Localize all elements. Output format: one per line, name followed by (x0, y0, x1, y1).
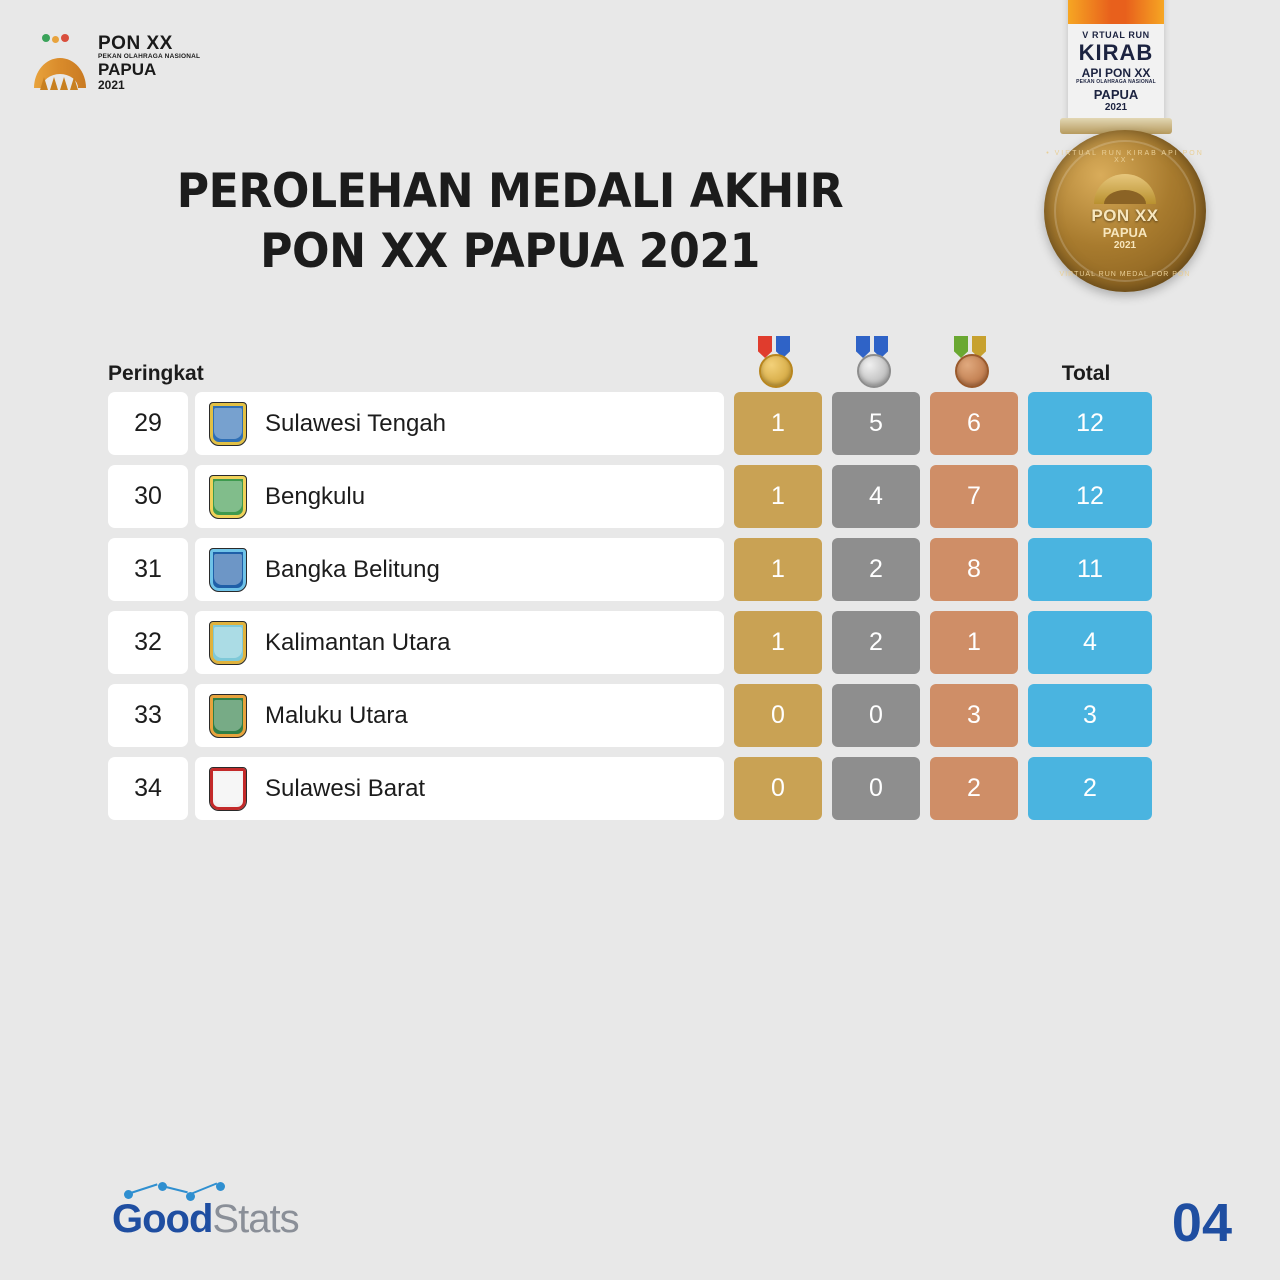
silver-count-cell: 2 (832, 611, 920, 674)
silver-count-cell: 0 (832, 684, 920, 747)
ribbon-kirab-text: KIRAB (1078, 40, 1154, 65)
goodstats-logo (112, 1197, 299, 1242)
silver-count-cell: 2 (832, 538, 920, 601)
rank-cell: 30 (108, 465, 188, 528)
table-body (108, 392, 1168, 820)
region-crest-icon (209, 548, 247, 592)
region-cell (195, 392, 724, 455)
bronze-count-cell: 6 (930, 392, 1018, 455)
region-crest-icon (209, 621, 247, 665)
region-name: Bangka Belitung (265, 555, 440, 583)
region-name: Kalimantan Utara (265, 628, 451, 656)
rank-cell: 29 (108, 392, 188, 455)
pon-logo-line2: PEKAN OLAHRAGA NASIONAL (98, 53, 201, 61)
region-cell (195, 465, 724, 528)
bronze-count-cell: 8 (930, 538, 1018, 601)
silver-column-header (828, 336, 916, 392)
region-cell (195, 611, 724, 674)
table-row (108, 684, 1168, 747)
ribbon-stripe (1068, 0, 1164, 24)
silver-count-cell: 0 (832, 757, 920, 820)
region-name: Sulawesi Barat (265, 774, 426, 802)
page-title-line1: PEROLEHAN MEDALI AKHIR (176, 164, 844, 219)
medal-disc (1044, 130, 1206, 292)
goodstats-logo-good: Good (112, 1197, 213, 1241)
medal-disc-line1: PON XX (1091, 206, 1159, 225)
gold-count-cell: 1 (734, 538, 822, 601)
region-crest-icon (209, 475, 247, 519)
table-row (108, 465, 1168, 528)
medal-disc-line2: PAPUA (1102, 225, 1148, 240)
medal-table (108, 330, 1168, 830)
gold-count-cell: 1 (734, 465, 822, 528)
medal-disc-bottom-arc-text: VIRTUAL RUN MEDAL FOR PON (1059, 271, 1191, 278)
ribbon-year-text: 2021 (1104, 102, 1128, 113)
ribbon-papua-text: PAPUA (1093, 87, 1139, 102)
total-count-cell: 12 (1028, 465, 1152, 528)
bronze-count-cell: 1 (930, 611, 1018, 674)
region-cell (195, 538, 724, 601)
total-column-header: Total (1061, 362, 1111, 385)
region-crest-icon (209, 402, 247, 446)
region-crest-icon (209, 767, 247, 811)
pon-logo-line4: 2021 (98, 78, 125, 92)
pon-logo-line1: PON XX (98, 33, 173, 55)
medal-ribbon (1068, 0, 1164, 125)
region-name: Maluku Utara (265, 701, 408, 729)
pon-logo (32, 34, 200, 92)
table-row (108, 757, 1168, 820)
region-cell (195, 757, 724, 820)
region-cell (195, 684, 724, 747)
pon-logo-text (98, 34, 200, 91)
bronze-column-header (926, 336, 1014, 392)
page-title (31, 162, 990, 282)
silver-medal-icon (851, 336, 893, 388)
table-row (108, 392, 1168, 455)
gold-medal-icon (753, 336, 795, 388)
total-count-cell: 2 (1028, 757, 1152, 820)
region-name: Sulawesi Tengah (265, 409, 447, 437)
gold-count-cell: 0 (734, 684, 822, 747)
total-count-cell: 11 (1028, 538, 1152, 601)
page-title-line2: PON XX PAPUA 2021 (260, 224, 760, 280)
rank-cell: 32 (108, 611, 188, 674)
goodstats-logo-stats: Stats (212, 1197, 299, 1241)
table-row (108, 611, 1168, 674)
medal-graphic (1030, 0, 1220, 310)
bronze-medal-icon (949, 336, 991, 388)
rank-cell: 33 (108, 684, 188, 747)
table-header-row (108, 330, 1168, 392)
gold-column-header (730, 336, 818, 392)
medal-disc-line3: 2021 (1113, 240, 1137, 251)
region-crest-icon (209, 694, 247, 738)
total-count-cell: 12 (1028, 392, 1152, 455)
total-count-cell: 3 (1028, 684, 1152, 747)
rank-cell: 34 (108, 757, 188, 820)
ribbon-api-text: API PON XX (1081, 66, 1151, 80)
table-row (108, 538, 1168, 601)
region-name: Bengkulu (265, 482, 366, 510)
pon-logo-line3: PAPUA (98, 60, 157, 80)
silver-count-cell: 4 (832, 465, 920, 528)
gold-count-cell: 0 (734, 757, 822, 820)
ribbon-virtual-run-text: V RTUAL RUN (1082, 30, 1150, 40)
rank-column-header: Peringkat (108, 362, 204, 385)
bronze-count-cell: 3 (930, 684, 1018, 747)
medal-disc-emblem (1090, 168, 1160, 204)
ribbon-sub-text: PEKAN OLAHRAGA NASIONAL (1076, 79, 1156, 85)
pon-logo-mark (32, 34, 88, 92)
silver-count-cell: 5 (832, 392, 920, 455)
total-count-cell: 4 (1028, 611, 1152, 674)
bronze-count-cell: 2 (930, 757, 1018, 820)
page-number: 04 (1171, 1193, 1232, 1253)
bronze-count-cell: 7 (930, 465, 1018, 528)
medal-disc-top-arc-text: • VIRTUAL RUN KIRAB API PON XX • (1046, 150, 1204, 164)
gold-count-cell: 1 (734, 611, 822, 674)
gold-count-cell: 1 (734, 392, 822, 455)
rank-cell: 31 (108, 538, 188, 601)
